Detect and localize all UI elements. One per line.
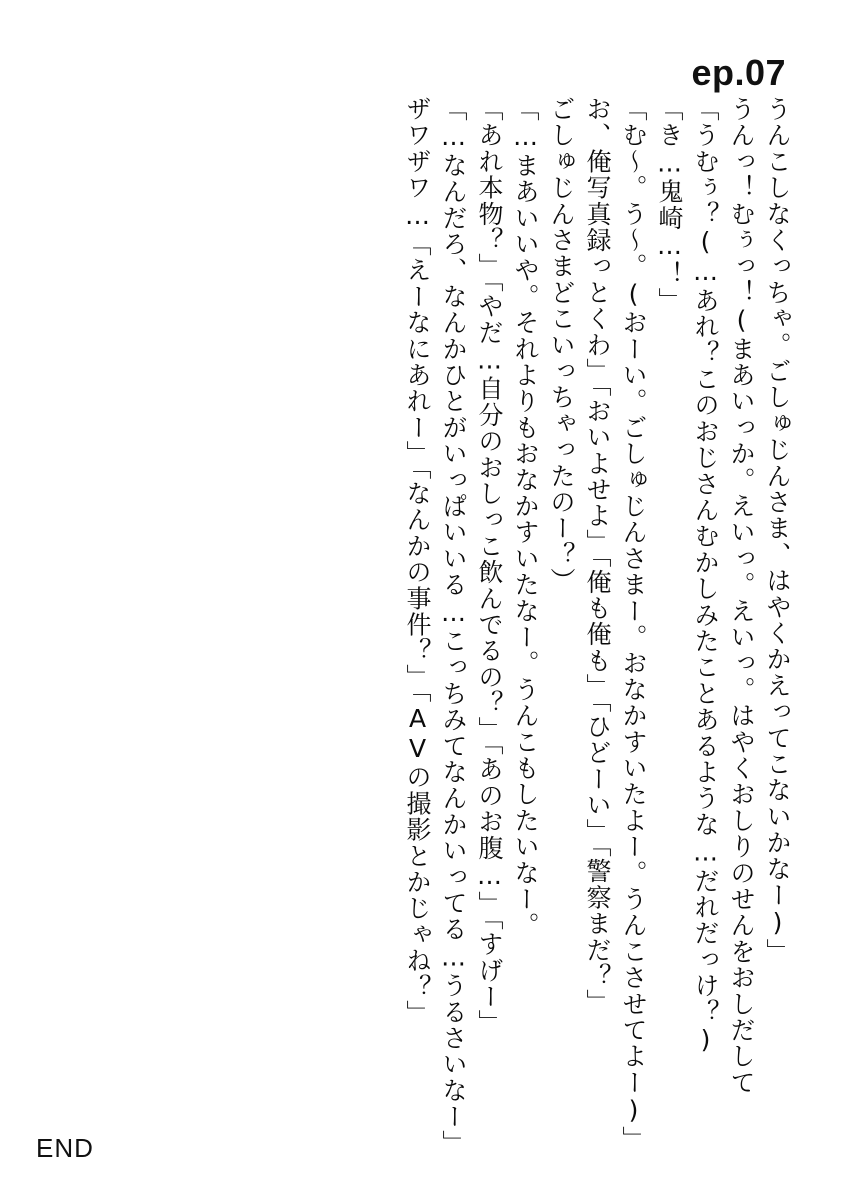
text-line: お、俺写真録っとくわ」「おいよせよ」「俺も俺も」「ひどーい」「警察まだ？」 (583, 96, 612, 1016)
text-line: 「き…鬼崎…！」 (655, 96, 684, 314)
text-line: うんこしなくっちゃ。ごしゅじんさま、はやくかえってこないかなー)」 (763, 96, 792, 965)
page-title: ep.07 (691, 52, 786, 93)
text-line: 「…なんだろ、なんかひとがいっぱいいる…こっちみてなんかいってる…うるさいなー」 (439, 96, 468, 1156)
vertical-text-block (62, 96, 792, 1156)
end-label: END (36, 1133, 94, 1163)
text-line: 「む〜。う〜。(おーい。ごしゅじんさまー。おなかすいたよー。うんこさせてよー)」 (619, 96, 648, 1152)
text-line: ごしゅじんさまどこいっちゃったのー？） (547, 96, 576, 594)
text-line: 「…まあいいや。それよりもおなかすいたなー。うんこもしたいなー。 (511, 96, 540, 939)
text-line: ザワザワ…「えーなにあれー」「なんかの事件？」「AVの撮影とかじゃね？」 (403, 96, 432, 1027)
text-line: 「うむぅ？(…あれ？このおじさんむかしみたことあるような…だれだっけ？) (691, 96, 720, 1056)
text-line: 「あれ本物？」「やだ…自分のおしっこ飲んでるの？」「あのお腹…」「すげー」 (475, 96, 504, 1036)
text-line: うんっ！むぅっ！(まあいっか。えいっ。えいっ。はやくおしりのせんをおしだして (727, 96, 756, 1096)
